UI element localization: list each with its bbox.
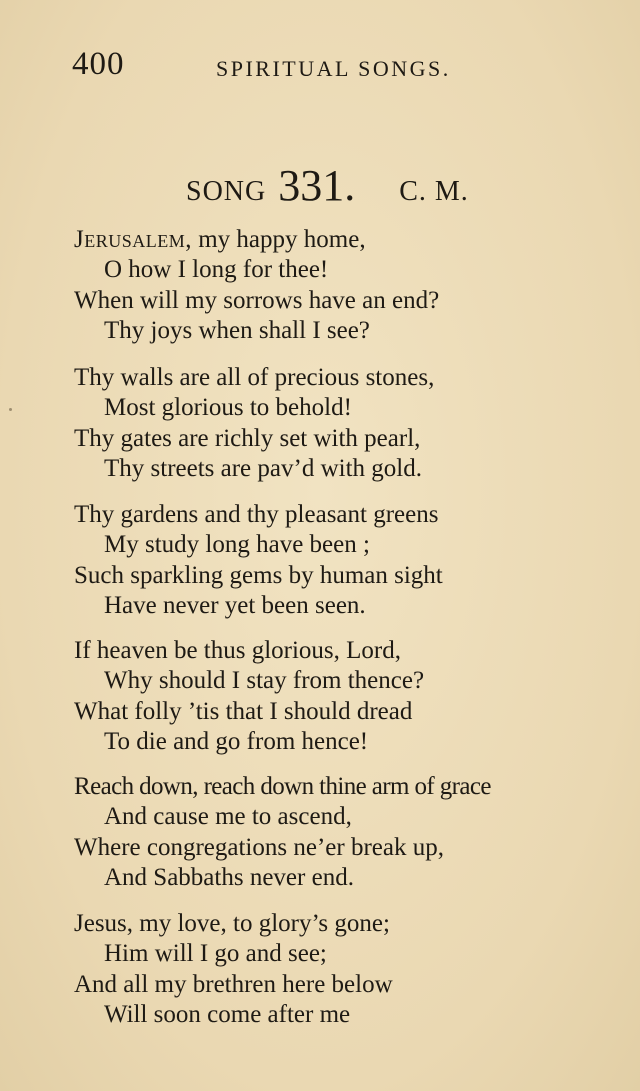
verse-line: If heaven be thus glorious, Lord, — [74, 637, 402, 664]
verse-line: Where congregations ne’er break up, — [74, 833, 444, 861]
verse-line: Thy gardens and thy pleasant greens — [74, 501, 439, 528]
stanza-6 — [74, 909, 630, 1030]
verse-line: O how I long for thee! — [104, 256, 329, 284]
song-number: 331 — [278, 161, 345, 210]
running-head — [72, 46, 492, 86]
song-number-period: . — [344, 161, 356, 210]
verse-line: Will soon come after me — [104, 1000, 351, 1028]
verse-line: Him will I go and see; — [104, 940, 327, 968]
running-title: SPIRITUAL SONGS. — [216, 56, 451, 81]
song-label: SONG — [186, 176, 267, 207]
song-meter: C. M. — [399, 176, 469, 207]
song-heading — [186, 160, 546, 210]
page-number: 400 — [72, 46, 125, 82]
verse-line: Reach down, reach down thine arm of grace — [74, 773, 491, 800]
verse-line: Thy streets are pav’d with gold. — [104, 454, 422, 482]
verse-line: Thy joys when shall I see? — [104, 316, 370, 344]
verse-line: And all my brethren here below — [74, 970, 393, 998]
stanza-1 — [74, 225, 630, 346]
paper-speck — [9, 408, 12, 411]
verse-line: My study long have been ; — [104, 531, 370, 559]
verse-line: Such sparkling gems by human sight — [74, 561, 443, 589]
stanza-2 — [74, 363, 630, 484]
verse-line: And cause me to ascend, — [104, 803, 352, 831]
verse-line: To die and go from hence! — [104, 727, 369, 755]
stanza-first-word: Jerusalem, — [74, 226, 192, 253]
verse-line: Why should I stay from thence? — [104, 667, 425, 695]
verse-line: Thy gates are richly set with pearl, — [74, 424, 421, 452]
verse-line: What folly ’tis that I should dread — [74, 697, 413, 725]
verse-line: Thy walls are all of precious stones, — [74, 364, 435, 391]
verse-line — [74, 225, 630, 255]
verse-line: Jesus, my love, to glory’s gone; — [74, 910, 390, 937]
verse-line: Have never yet been seen. — [104, 591, 366, 619]
verse-line: And Sabbaths never end. — [104, 863, 354, 891]
verse-line: Most glorious to behold! — [104, 394, 352, 422]
stanza-3 — [74, 500, 630, 621]
stanza-5 — [74, 772, 630, 893]
first-line-rest: my happy home, — [191, 226, 366, 253]
verse-line: When will my sorrows have an end? — [74, 286, 440, 314]
stanza-4 — [74, 636, 630, 757]
